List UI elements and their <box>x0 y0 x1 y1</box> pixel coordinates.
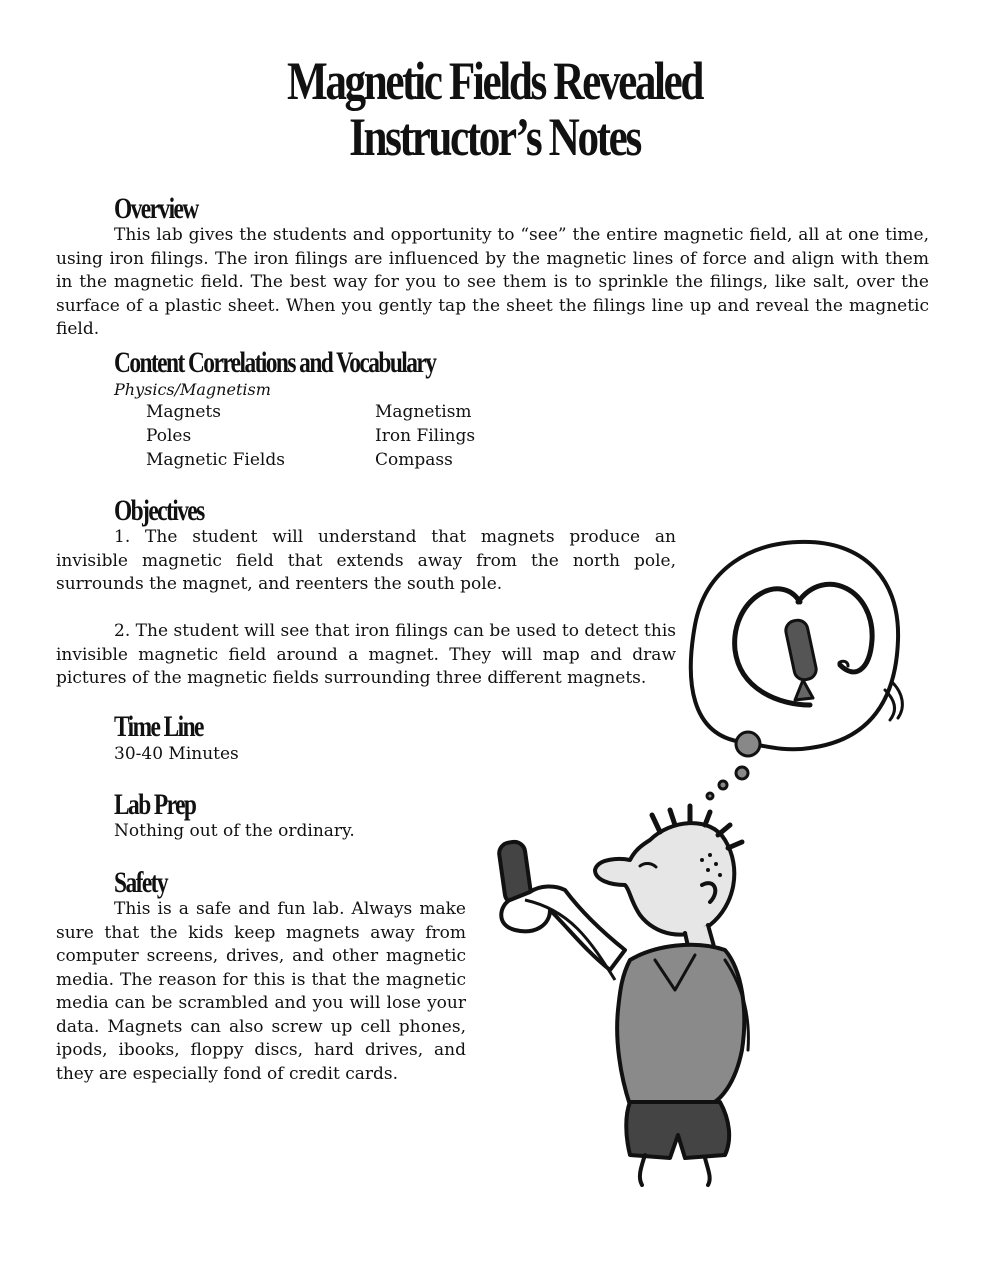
objectives-heading: Objectives <box>114 494 204 527</box>
overview-text: This lab gives the students and opportunity to “see” the entire magnetic field, all at one time, using iron filings. The iron filings are influenced by the magnetic lines of force and align with them in the magnetic field. The best way for you to see them is to sprinkle the filings, like salt, over the surface of a plastic sheet. When you gently tap the sheet the filings line up and reveal the magnetic field. <box>56 225 929 339</box>
shorts-icon <box>626 1102 729 1158</box>
objective-item-2: 2. The student will see that iron filings can be used to detect this invisible magnetic field around a magnet. They will map and draw pictures of the magnetic fields surrounding three different magnets. <box>56 621 676 688</box>
bubble-magnet-icon <box>784 618 818 681</box>
lab-prep-heading: Lab Prep <box>114 788 196 821</box>
cartoon-illustration <box>480 530 920 1190</box>
objective-item-1: 1. The student will understand that magnets produce an invisible magnetic field that extends away from the north pole, surrounds the magnet, and reenters the south pole. <box>56 527 676 594</box>
vocab-item-magnetic-fields: Magnetic Fields <box>146 450 285 470</box>
arm-icon <box>501 886 625 970</box>
head-icon <box>595 823 734 935</box>
vocab-item-iron-filings: Iron Filings <box>375 426 476 446</box>
safety-heading: Safety <box>114 866 168 899</box>
content-heading: Content Correlations and Vocabulary <box>114 346 436 379</box>
vocab-item-magnetism: Magnetism <box>375 402 472 422</box>
safety-text: This is a safe and fun lab. Always make sure that the kids keep magnets away from computer screens, drives, and other magnetic media. The reason for this is that the magnetic media can be scrambled and you will lose your data. Magnets can also screw up cell phones, ipods, ibooks, floppy discs, hard drives, and they are especially fond of credit cards. <box>56 899 466 1084</box>
time-line-heading: Time Line <box>114 710 203 743</box>
shirt-icon <box>617 945 744 1105</box>
overview-heading: Overview <box>114 192 198 225</box>
page-subtitle: Instructor’s Notes <box>349 107 640 167</box>
page-title: Magnetic Fields Revealed <box>286 51 703 111</box>
vocab-item-poles: Poles <box>146 426 192 446</box>
vocab-item-magnets: Magnets <box>146 402 221 422</box>
lab-prep-text: Nothing out of the ordinary. <box>114 821 355 841</box>
time-line-text: 30-40 Minutes <box>114 744 239 764</box>
vocab-item-compass: Compass <box>375 450 453 470</box>
subject-label: Physics/Magnetism <box>114 380 271 399</box>
